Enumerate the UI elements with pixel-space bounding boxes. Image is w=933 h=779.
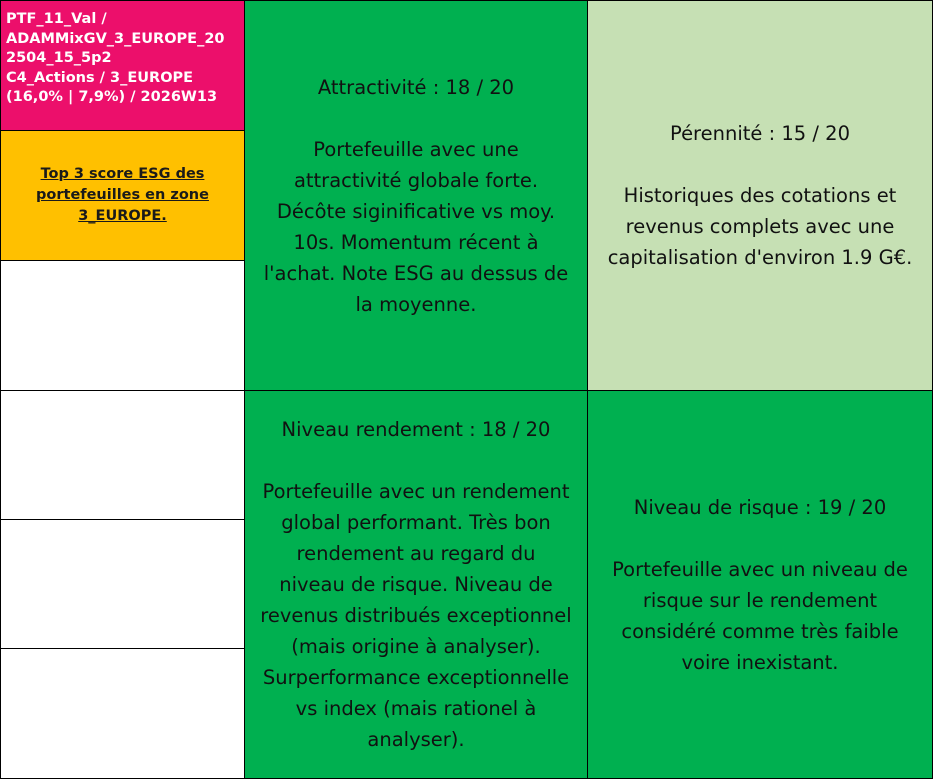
portfolio-title: PTF_11_Val / ADAMMixGV_3_EUROPE_20 2504_15_5p2 C4_Actions / 3_EUROPE (16,0% | 7,9%) / 2026W13 bbox=[0, 0, 245, 131]
risque-panel bbox=[587, 390, 933, 779]
empty-cell-3 bbox=[0, 519, 245, 650]
rendement-title: Niveau rendement : 18 / 20 bbox=[281, 418, 551, 441]
esg-top3-link[interactable]: Top 3 score ESG des portefeuilles en zone 3_EUROPE. bbox=[36, 166, 209, 224]
perennite-title: Pérennité : 15 / 20 bbox=[670, 122, 850, 145]
attractivite-panel bbox=[244, 0, 588, 391]
risque-text: Portefeuille avec un niveau de risque sur le rendement considéré comme très faible voire inexistant. bbox=[612, 557, 908, 674]
attractivite-text: Portefeuille avec une attractivité globale forte. Décôte siginificative vs moy. 10s. Momentum récent à l'achat. Note ESG au dessus de la moyenne. bbox=[263, 137, 569, 316]
empty-cell-2 bbox=[0, 390, 245, 521]
rendement-panel bbox=[244, 390, 588, 779]
empty-cell-4 bbox=[0, 648, 245, 779]
perennite-panel bbox=[587, 0, 933, 391]
esg-top3-cell[interactable] bbox=[0, 130, 245, 261]
rendement-text: Portefeuille avec un rendement global performant. Très bon rendement au regard du niveau de risque. Niveau de revenus distribués exceptionnel (mais origine à analyser). Surperformance exceptionnelle vs index (mais rationel à analyser). bbox=[260, 480, 572, 751]
perennite-text: Historiques des cotations et revenus complets avec une capitalisation d'environ 1.9 G€. bbox=[607, 184, 913, 269]
risque-title: Niveau de risque : 19 / 20 bbox=[633, 495, 887, 519]
attractivite-title: Attractivité : 18 / 20 bbox=[317, 75, 515, 99]
empty-cell-1 bbox=[0, 260, 245, 391]
